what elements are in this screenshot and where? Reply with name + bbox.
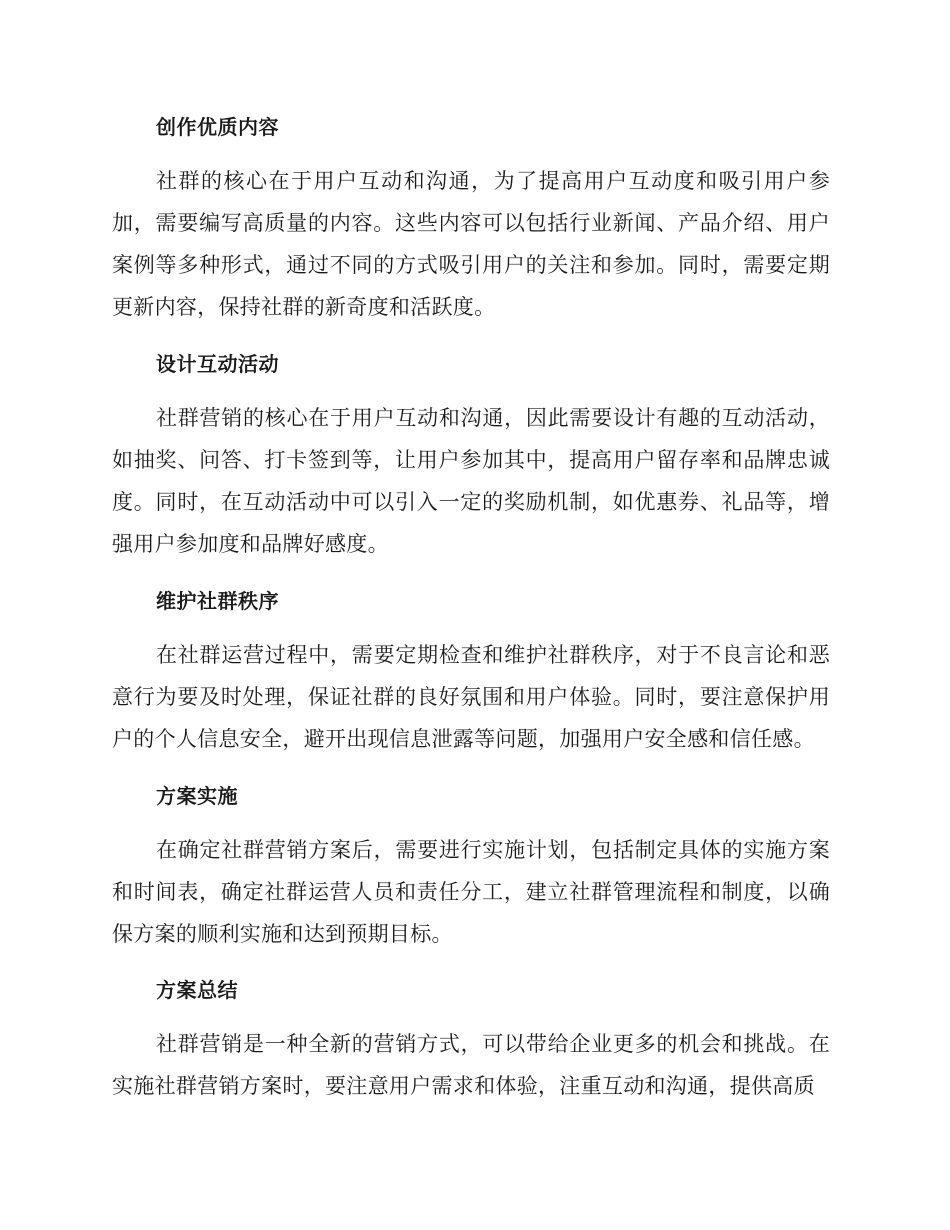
section-heading: 方案实施	[156, 784, 238, 808]
section-paragraph: 在社群运营过程中，需要定期检查和维护社群秩序，对于不良言论和恶意行为要及时处理，保证社群的良好氛围和用户体验。同时，要注意保护用户的个人信息安全，避开出现信息泄露等问题，加强用户安全感和信任感。	[112, 643, 830, 751]
section-paragraph: 在确定社群营销方案后，需要进行实施计划，包括制定具体的实施方案和时间表，确定社群运营人员和责任分工，建立社群管理流程和制度，以确保方案的顺利实施和达到预期目标。	[112, 838, 830, 946]
section-heading: 创作优质内容	[156, 115, 279, 139]
section-heading: 设计互动活动	[156, 352, 279, 376]
section-heading: 维护社群秩序	[156, 589, 279, 613]
section-paragraph: 社群营销是一种全新的营销方式，可以带给企业更多的机会和挑战。在实施社群营销方案时，要注意用户需求和体验，注重互动和沟通，提供高质	[112, 1032, 830, 1098]
section-heading: 方案总结	[156, 978, 238, 1002]
section-paragraph: 社群的核心在于用户互动和沟通，为了提高用户互动度和吸引用户参加，需要编写高质量的内容。这些内容可以包括行业新闻、产品介绍、用户案例等多种形式，通过不同的方式吸引用户的关注和参加。同时，需要定期更新内容，保持社群的新奇度和活跃度。	[112, 169, 830, 319]
section-paragraph: 社群营销的核心在于用户互动和沟通，因此需要设计有趣的互动活动，如抽奖、问答、打卡签到等，让用户参加其中，提高用户留存率和品牌忠诚度。同时，在互动活动中可以引入一定的奖励机制，如优惠券、礼品等，增强用户参加度和品牌好感度。	[112, 406, 830, 556]
